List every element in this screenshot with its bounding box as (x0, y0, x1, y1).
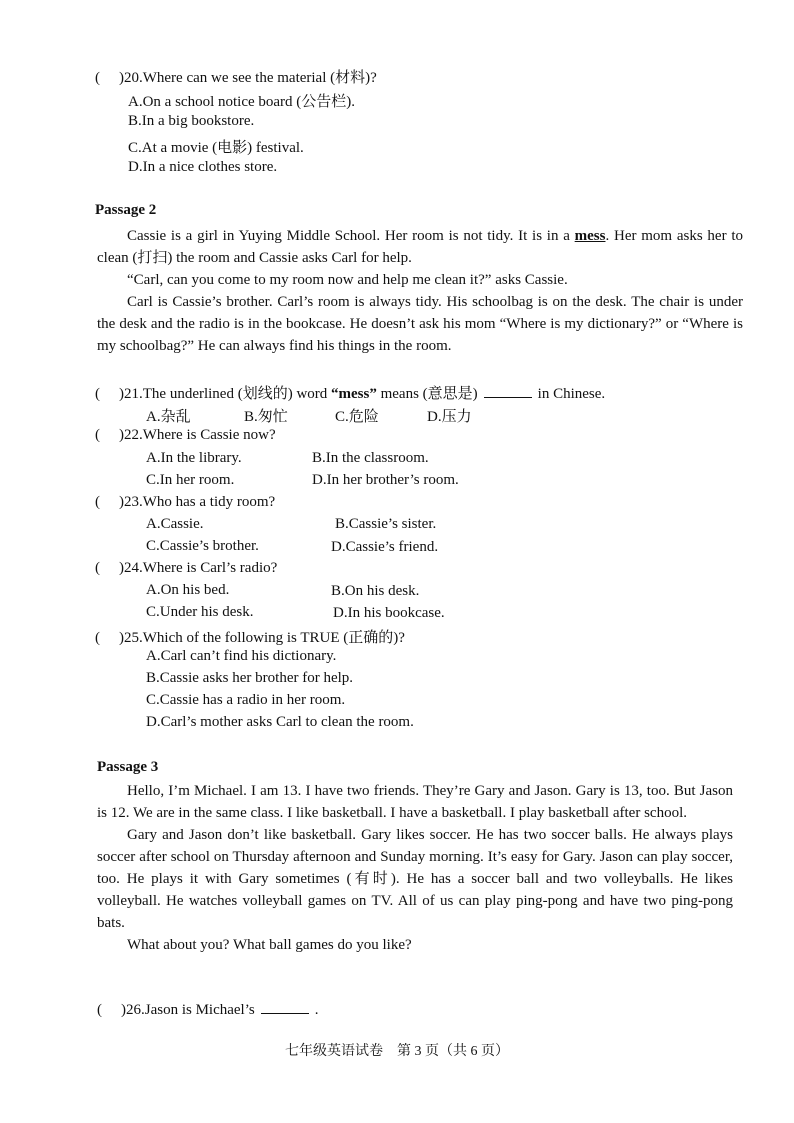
question-stem: )23.Who has a tidy room? (119, 494, 276, 510)
question-stem: means (意思是) (376, 386, 478, 402)
option-c: C.At a movie (电影) festival. (128, 140, 304, 156)
passage-2-body (97, 225, 743, 357)
option-b: B.Cassie asks her brother for help. (146, 670, 354, 686)
question-24 (95, 560, 277, 577)
question-end: . (314, 1002, 319, 1018)
answer-paren[interactable]: ( (95, 386, 100, 402)
question-stem: )26.Jason is Michael’s (121, 1002, 255, 1018)
question-stem: )25.Which of the following is TRUE (正确的)? (119, 630, 405, 646)
option-d: D.In a nice clothes store. (128, 159, 278, 175)
option-c: C.Cassie’s brother. (146, 538, 259, 554)
passage-3-paragraph-1: Hello, I’m Michael. I am 13. I have two friends. They’re Gary and Jason. Gary is 13, too. But Jason is 12. We are in the same class. I like basketball. I have a basketball. I play basketball after school. (97, 783, 733, 821)
option-d: D.Cassie’s friend. (331, 539, 439, 555)
question-25 (95, 626, 405, 647)
option-d: D.In his bookcase. (333, 605, 445, 621)
question-23 (95, 494, 275, 511)
option-b: B.匆忙 (244, 409, 288, 425)
passage-2-paragraph-2: “Carl, can you come to my room now and help me clean it?” asks Cassie. (127, 272, 568, 288)
option-a: A.On his bed. (146, 582, 230, 598)
question-stem: )24.Where is Carl’s radio? (119, 560, 278, 576)
answer-paren[interactable]: ( (95, 494, 100, 510)
option-c: C.Cassie has a radio in her room. (146, 692, 346, 708)
option-b: B.On his desk. (331, 583, 420, 599)
question-stem: )20.Where can we see the material (材料)? (119, 70, 377, 86)
answer-paren[interactable]: ( (95, 427, 100, 443)
option-b: B.In the classroom. (312, 450, 429, 466)
option-d: D.Carl’s mother asks Carl to clean the room. (146, 714, 414, 730)
question-22 (95, 427, 276, 444)
question-stem: )21.The underlined (划线的) word (119, 386, 332, 402)
option-a: A.In the library. (146, 450, 242, 466)
answer-paren[interactable]: ( (95, 630, 100, 646)
answer-paren[interactable]: ( (95, 560, 100, 576)
answer-paren[interactable]: ( (95, 70, 100, 86)
text: Cassie is a girl in Yuying Middle School. Her room is not tidy. It is in a (127, 228, 575, 244)
answer-paren[interactable]: ( (97, 1002, 102, 1018)
underlined-word: mess (574, 228, 606, 244)
answer-blank[interactable] (484, 385, 532, 398)
option-c: C.危险 (335, 409, 379, 425)
passage-3-paragraph-3: What about you? What ball games do you like? (127, 937, 412, 953)
option-a: A.On a school notice board (公告栏). (128, 94, 356, 110)
answer-blank[interactable] (261, 1001, 309, 1014)
option-a: A.Carl can’t find his dictionary. (146, 648, 337, 664)
passage-2-title: Passage 2 (95, 202, 157, 218)
option-c: C.Under his desk. (146, 604, 254, 620)
option-c: C.In her room. (146, 472, 235, 488)
text: . Her mom asks her to clean (打扫) the room and Cassie asks Carl for help. (97, 228, 743, 266)
question-21 (95, 382, 605, 403)
option-a: A.杂乱 (146, 409, 191, 425)
question-26 (97, 1001, 318, 1019)
passage-3-title: Passage 3 (97, 759, 159, 775)
passage-2-paragraph-1 (97, 225, 743, 269)
page-footer: 七年级英语试卷 第 3 页（共 6 页） (285, 1044, 509, 1059)
option-b: B.In a big bookstore. (128, 113, 255, 129)
question-stem: )22.Where is Cassie now? (119, 427, 276, 443)
option-a: A.Cassie. (146, 516, 204, 532)
passage-3-body (97, 780, 733, 956)
option-b: B.Cassie’s sister. (335, 516, 437, 532)
bold-word: “mess” (331, 386, 377, 402)
passage-3-paragraph-2: Gary and Jason don’t like basketball. Gary likes soccer. He has two soccer balls. He always plays soccer after school on Thursday afternoon and Sunday morning. It’s easy for Gary. Jason can play soccer, too. He plays it with Gary sometimes (有时). He has a soccer ball and two volleyballs. He likes volleyball. He watches volleyball games on TV. All of us can play ping-pong and have two ping-pong bats. (97, 827, 733, 931)
question-stem: in Chinese. (537, 386, 606, 402)
passage-2-paragraph-3: Carl is Cassie’s brother. Carl’s room is always tidy. His schoolbag is on the desk. The chair is under the desk and the radio is in the bookcase. He doesn’t ask his mom “Where is my dictionary?” or “Where is my schoolbag?” He can always find his things in the room. (97, 294, 743, 354)
option-d: D.In her brother’s room. (312, 472, 459, 488)
question-20 (95, 66, 377, 87)
option-d: D.压力 (427, 409, 472, 425)
